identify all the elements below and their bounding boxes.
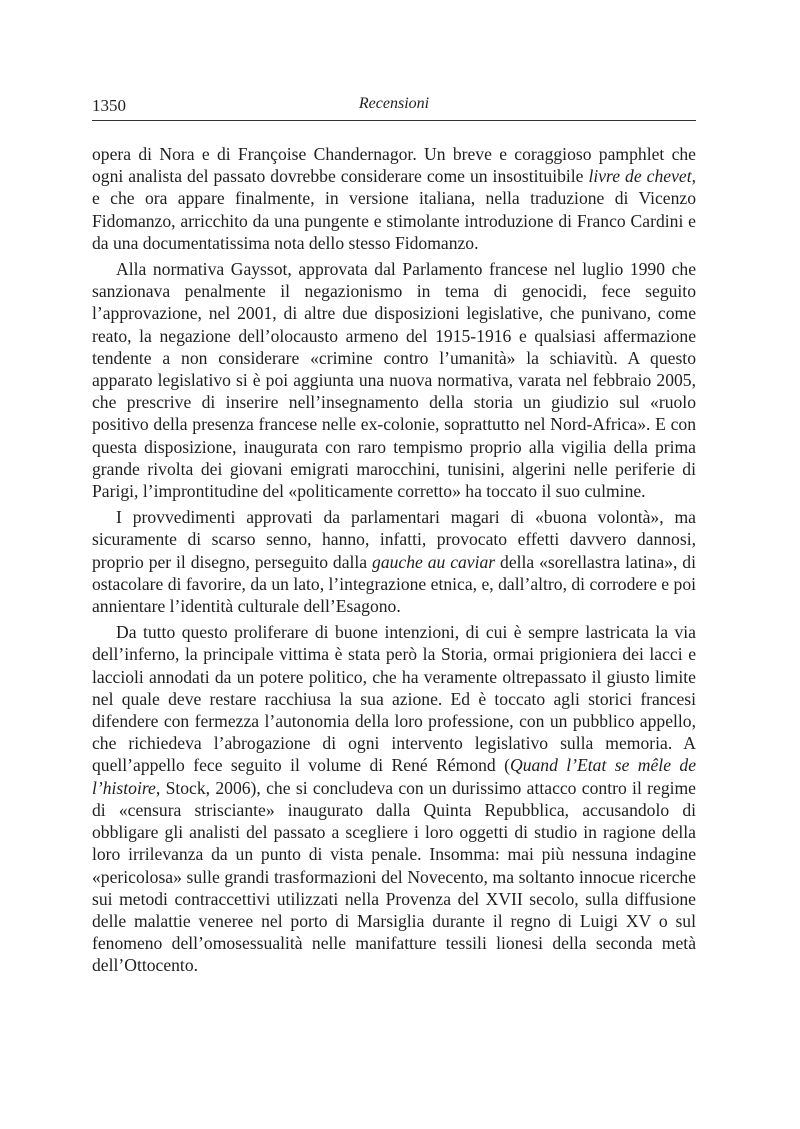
paragraph	[92, 506, 696, 617]
running-title: Recensioni	[358, 95, 430, 112]
text-run: opera di Nora e di Françoise Chandernagor. Un breve e coraggioso pamphlet che ogni analista del passato dovrebbe considerare come un insostituibile	[92, 144, 696, 187]
page-number: 1350	[92, 96, 126, 115]
text-run: , Stock, 2006), che si concludeva con un durissimo attacco contro il regime di «censura strisciante» inaugurato dalla Quinta Repubblica, accusandolo di obbligare gli analisti del passato a scegliere i loro oggetti di studio in ragione della loro irrilevanza da un punto di vista penale. Insomma: mai più nessuna indagine «pericolosa» sulle grandi trasformazioni del Novecento, ma soltanto innocue ricerche sui metodi contraccettivi utilizzati nella Provenza del XVII secolo, sulla diffusione delle malattie veneree nel porto di Marsiglia durante il regno di Luigi XV o sul fenomeno dell’omosessualità nelle manifatture tessili lionesi della seconda metà dell’Ottocento.	[92, 777, 696, 976]
running-header	[92, 94, 696, 121]
text-run: Alla normativa Gayssot, approvata dal Parlamento francese nel luglio 1990 che sanzionava penalmente il negazionismo in tema di genocidi, fece seguito l’approvazione, nel 2001, di altre due disposizioni legislative, che punivano, come reato, la negazione dell’olocausto armeno del 1915-1916 e qualsiasi affermazione tendente a non considerare «crimine contro l’umanità» la schiavitù. A questo apparato legislativo si è poi aggiunta una nuova normativa, varata nel febbraio 2005, che prescrive di inserire nell’insegnamento della storia un giudizio sul «ruolo positivo della presenza francese nelle ex-colonie, soprattutto nel Nord-Africa». E con questa disposizione, inaugurata con raro tempismo proprio alla vigilia della prima grande rivolta dei giovani emigrati marocchini, tunisini, algerini nelle periferie di Parigi, l’improntitudine del «politicamente corretto» ha toccato il suo culmine.	[92, 259, 696, 502]
body-text	[92, 143, 696, 977]
book-page	[92, 94, 696, 981]
paragraph	[92, 621, 696, 976]
paragraph	[92, 258, 696, 502]
text-run: , e che ora appare finalmente, in versione italiana, nella traduzione di Vicenzo Fidomanzo, arricchito da una pungente e stimolante introduzione di Franco Cardini e da una documentatissima nota dello stesso Fidomanzo.	[92, 166, 696, 253]
paragraph	[92, 143, 696, 254]
italic-text: Quand l’Etat se mêle de l’histoire	[92, 755, 697, 798]
italic-text: livre de chevet	[588, 166, 692, 187]
italic-text: gauche au caviar	[372, 551, 496, 572]
text-run: Da tutto questo proliferare di buone intenzioni, di cui è sempre lastricata la via dell’inferno, la principale vittima è stata però la Storia, ormai prigioniera dei lacci e laccioli annodati da un potere politico, che ha veramente oltrepassato il giusto limite nel quale deve restare racchiusa la sua azione. Ed è toccato agli storici francesi difendere con fermezza l’autonomia della loro professione, con un pubblico appello, che richiedeva l’abrogazione di ogni intervento legislativo sulla memoria. A quell’appello fece seguito il volume di René Rémond (	[92, 622, 696, 776]
text-run: della «sorellastra latina», di ostacolare di favorire, da un lato, l’integrazione etnica, e, dall’altro, di corrodere e poi annientare l’identità culturale dell’Esagono.	[92, 551, 696, 617]
text-run: I provvedimenti approvati da parlamentari magari di «buona volontà», ma sicuramente di scarso senno, hanno, infatti, provocato effetti davvero dannosi, proprio per il disegno, perseguito dalla	[92, 507, 696, 572]
